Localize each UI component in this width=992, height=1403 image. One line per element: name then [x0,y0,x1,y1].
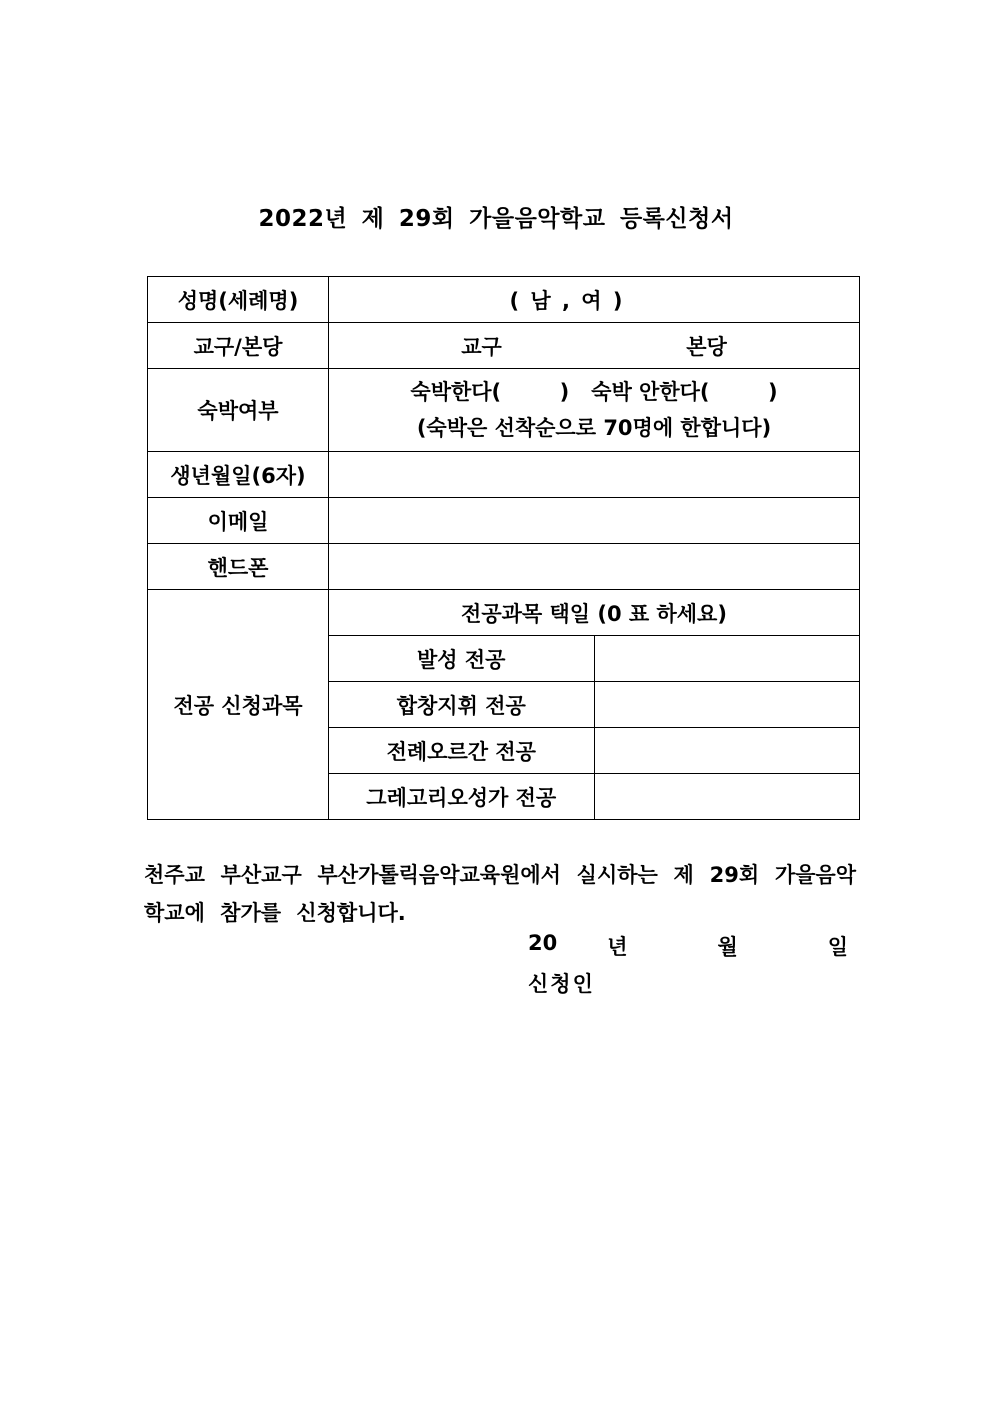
birthdate-label: 생년월일(6자) [148,452,329,498]
phone-field[interactable] [329,544,860,590]
phone-label: 핸드폰 [148,544,329,590]
parish-field[interactable] [329,323,860,369]
registration-form-table [147,276,860,820]
signer-label: 신청인 [528,972,595,996]
lodging-field[interactable] [329,369,860,452]
major-label: 전공 신청과목 [148,590,329,820]
major-option-gregorian-chant: 그레고리오성가 전공 [329,774,595,820]
major-header-row [148,590,860,636]
name-field[interactable] [329,277,860,323]
document-title: 2022년 제 29회 가을음악학교 등록신청서 [258,206,734,232]
email-field[interactable] [329,498,860,544]
lodging-label: 숙박여부 [148,369,329,452]
lodging-note: (숙박은 선착순으로 70명에 한합니다) [416,416,772,440]
major-mark-gregorian-chant[interactable] [594,774,860,820]
lodging-options: 숙박한다( ) 숙박 안한다( ) [410,380,778,404]
diocese-label: 교구 [461,334,502,359]
parish-row [148,323,860,369]
birthdate-row [148,452,860,498]
gender-choice: ( 남 , 여 ) [509,288,623,313]
major-mark-vocal[interactable] [594,636,860,682]
major-mark-liturgical-organ[interactable] [594,728,860,774]
major-option-liturgical-organ: 전례오르간 전공 [329,728,595,774]
lodging-row [148,369,860,452]
major-option-vocal: 발성 전공 [329,636,595,682]
major-mark-choral-conducting[interactable] [594,682,860,728]
email-label: 이메일 [148,498,329,544]
date-month: 월 [717,935,738,959]
name-label: 성명(세례명) [148,277,329,323]
date-day: 일 [827,935,848,959]
birthdate-field[interactable] [329,452,860,498]
email-row [148,498,860,544]
phone-row [148,544,860,590]
parish-label: 교구/본당 [148,323,329,369]
date-year-prefix: 20 [528,931,558,955]
date-year: 년 [607,935,628,959]
name-row [148,277,860,323]
church-label: 본당 [686,334,727,359]
date-line [528,931,848,961]
major-instruction: 전공과목 택일 (0 표 하세요) [329,590,860,636]
major-option-choral-conducting: 합창지휘 전공 [329,682,595,728]
pledge-statement: 천주교 부산교구 부산가톨릭음악교육원에서 실시하는 제 29회 가을음악학교에 참가를 신청합니다. [144,863,856,925]
